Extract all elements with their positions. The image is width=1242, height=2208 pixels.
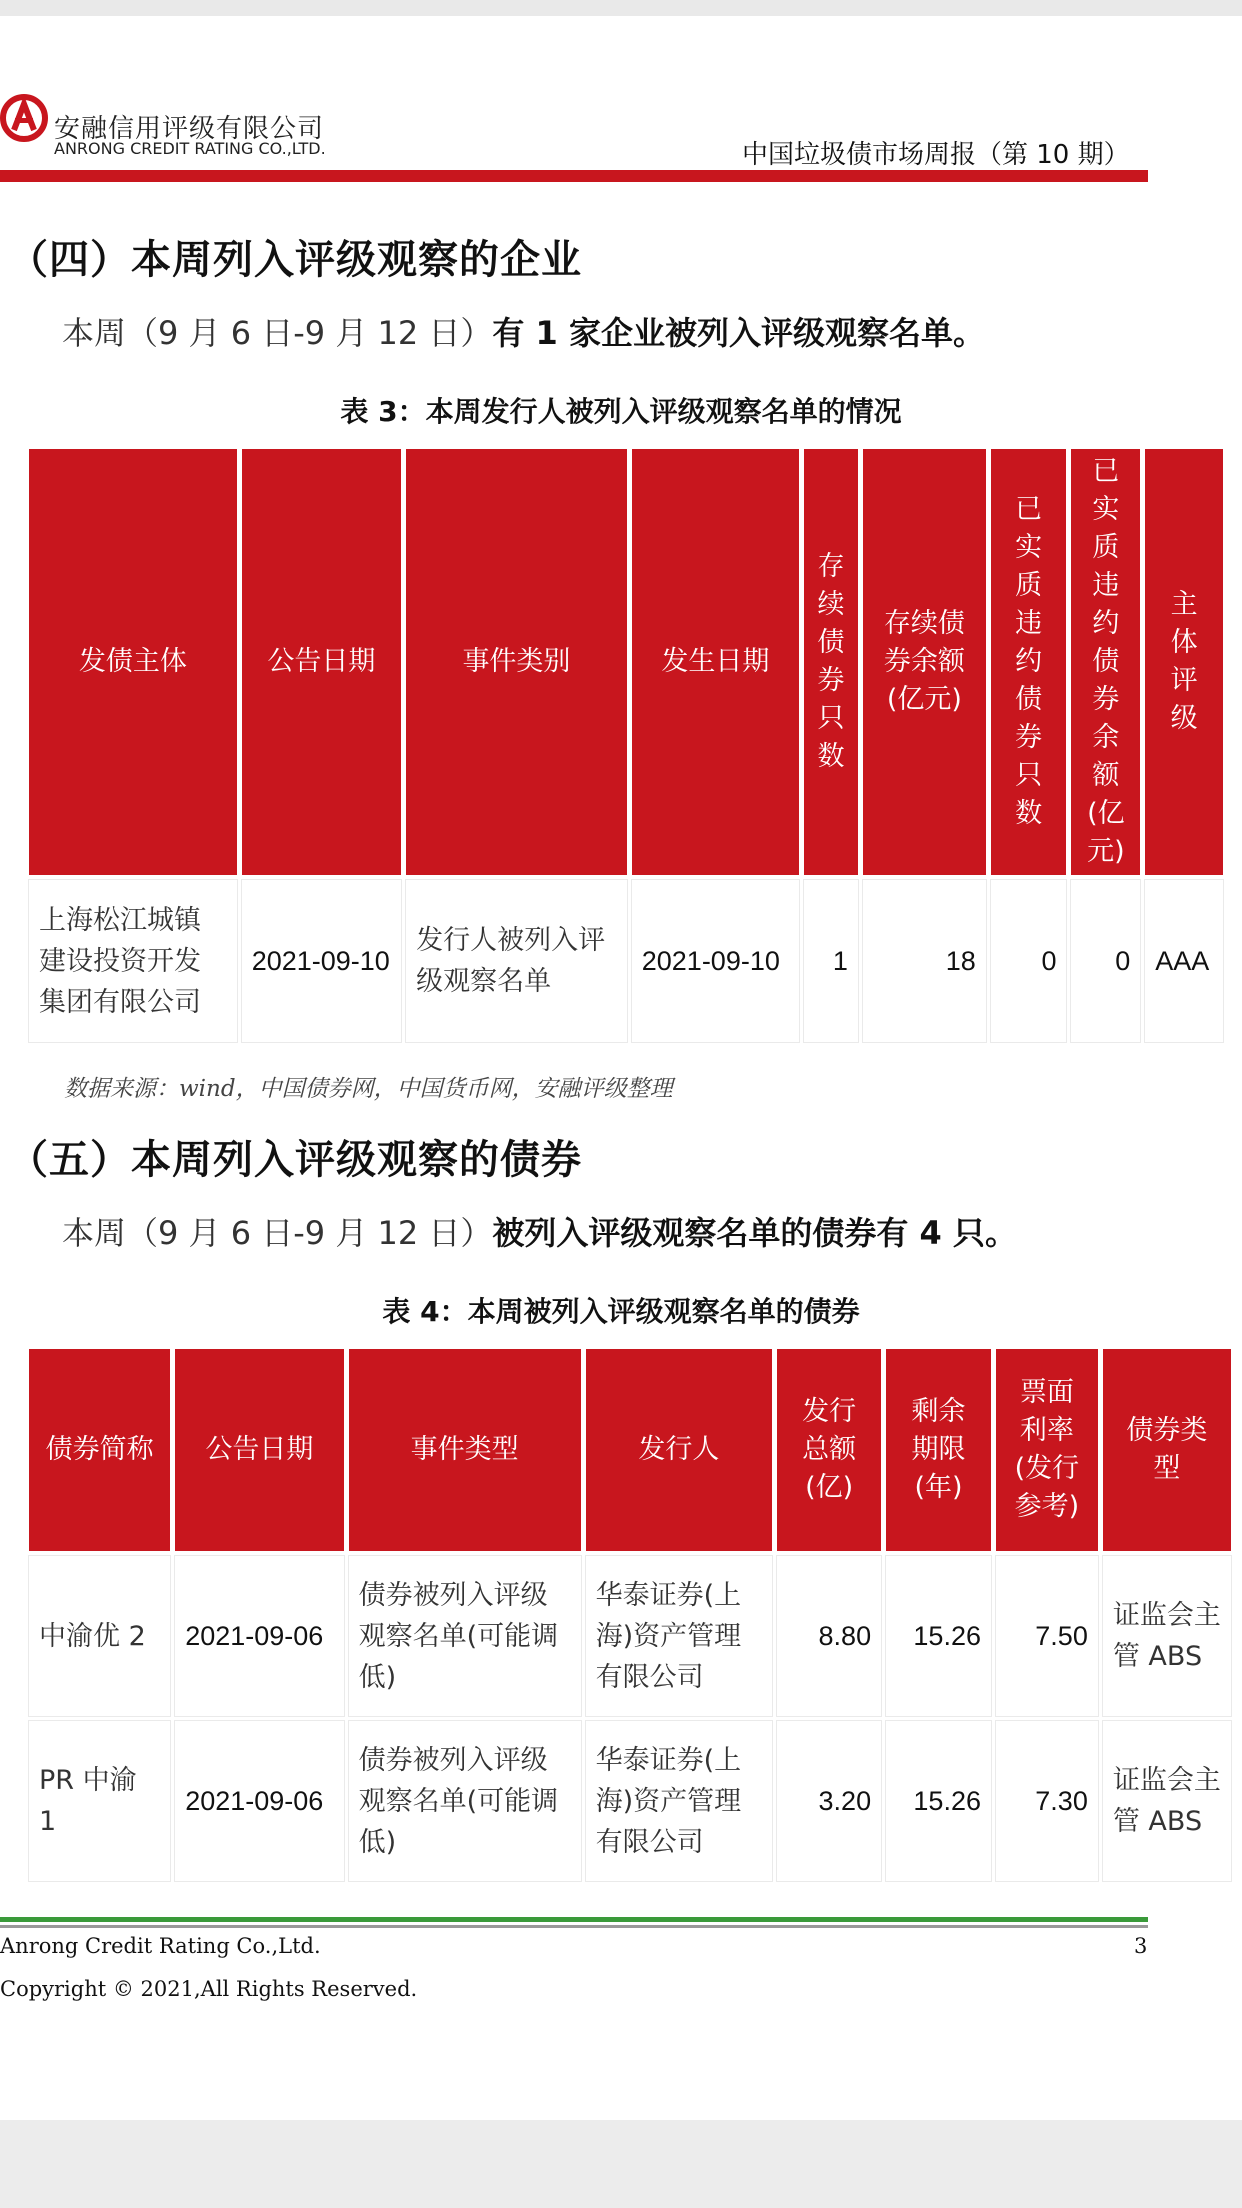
bond-issuer-cell: 华泰证券(上海)资产管理有限公司 xyxy=(586,1556,773,1716)
table-3-header-issuer: 发债主体 xyxy=(29,449,237,875)
table-4 xyxy=(24,1344,1236,1886)
footer-divider-gray xyxy=(0,1925,1148,1928)
occur-date-cell: 2021-09-10 xyxy=(632,880,799,1042)
bond-rate-cell: 7.50 xyxy=(996,1556,1098,1716)
table-3-header-event: 事件类别 xyxy=(406,449,627,875)
table-3-header-rating: 主体评级 xyxy=(1145,449,1223,875)
bond-type-cell: 证监会主管 ABS xyxy=(1103,1556,1231,1716)
bond-event-cell: 债券被列入评级观察名单(可能调低) xyxy=(349,1721,581,1881)
copyright: Copyright © 2021,All Rights Reserved. xyxy=(0,1977,418,2001)
section-5-intro xyxy=(62,1208,1017,1254)
footer-company: Anrong Credit Rating Co.,Ltd. xyxy=(0,1934,321,1958)
table-3-header-balance: 存续债券余额(亿元) xyxy=(863,449,986,875)
section-4-intro-period: 本周（9 月 6 日-9 月 12 日） xyxy=(62,314,493,352)
table-4-header-rate: 票面利率(发行参考) xyxy=(996,1349,1098,1551)
top-bar xyxy=(0,0,1242,16)
table-4-header-amount: 发行总额(亿) xyxy=(777,1349,881,1551)
table-4-header-date: 公告日期 xyxy=(175,1349,343,1551)
section-4-intro-summary: 有 1 家企业被列入评级观察名单。 xyxy=(492,314,985,352)
table-row xyxy=(29,1721,1231,1881)
table-4-header-issuer: 发行人 xyxy=(586,1349,773,1551)
bond-amount-cell: 3.20 xyxy=(777,1721,881,1881)
table-3-header-default-count: 已实质违约债券只数 xyxy=(991,449,1067,875)
default-balance-cell: 0 xyxy=(1071,880,1140,1042)
bond-issuer-cell: 华泰证券(上海)资产管理有限公司 xyxy=(586,1721,773,1881)
company-name-en: ANRONG CREDIT RATING CO.,LTD. xyxy=(54,139,326,158)
bottom-bar xyxy=(0,2120,1242,2208)
report-title: 中国垃圾债市场周报（第 10 期） xyxy=(742,140,1130,170)
table-3-header-default-balance: 已实质违约债券余额(亿元) xyxy=(1071,449,1140,875)
bond-name-cell: 中渝优 2 xyxy=(29,1556,170,1716)
company-name-cn: 安融信用评级有限公司 xyxy=(54,114,325,144)
table-4-header-term: 剩余期限(年) xyxy=(886,1349,991,1551)
bond-rate-cell: 7.30 xyxy=(996,1721,1098,1881)
announce-date-cell: 2021-09-10 xyxy=(242,880,401,1042)
section-5-intro-summary: 被列入评级观察名单的债券有 4 只。 xyxy=(492,1214,1017,1252)
table-4-header-name: 债券简称 xyxy=(29,1349,170,1551)
table-3-header-announce-date: 公告日期 xyxy=(242,449,401,875)
bond-event-cell: 债券被列入评级观察名单(可能调低) xyxy=(349,1556,581,1716)
footer-divider-green xyxy=(0,1917,1148,1922)
table-3-caption: 表 3：本周发行人被列入评级观察名单的情况 xyxy=(340,395,902,428)
header-divider xyxy=(0,170,1148,182)
section-5-title: （五）本周列入评级观察的债券 xyxy=(8,1137,582,1183)
bond-term-cell: 15.26 xyxy=(886,1721,991,1881)
bond-name-cell: PR 中渝 1 xyxy=(29,1721,170,1881)
issuer-cell: 上海松江城镇建设投资开发集团有限公司 xyxy=(29,880,237,1042)
section-4-title: （四）本周列入评级观察的企业 xyxy=(8,237,582,283)
table-row xyxy=(29,880,1223,1042)
table-3-header-bond-count: 存续债券只数 xyxy=(804,449,858,875)
anrong-logo-icon xyxy=(0,92,52,144)
default-count-cell: 0 xyxy=(991,880,1067,1042)
event-cell: 发行人被列入评级观察名单 xyxy=(406,880,627,1042)
table-4-header-type: 债券类型 xyxy=(1103,1349,1231,1551)
table-4-caption: 表 4：本周被列入评级观察名单的债券 xyxy=(382,1295,860,1328)
bond-date-cell: 2021-09-06 xyxy=(175,1721,343,1881)
table-3 xyxy=(24,444,1228,1047)
rating-cell: AAA xyxy=(1145,880,1223,1042)
bond-type-cell: 证监会主管 ABS xyxy=(1103,1721,1231,1881)
table-3-header-occur-date: 发生日期 xyxy=(632,449,799,875)
page-number: 3 xyxy=(1134,1934,1148,1958)
table-4-header-event: 事件类型 xyxy=(349,1349,581,1551)
bond-count-cell: 1 xyxy=(804,880,858,1042)
bond-amount-cell: 8.80 xyxy=(777,1556,881,1716)
table-row xyxy=(29,1556,1231,1716)
section-4-intro xyxy=(62,308,985,354)
bond-date-cell: 2021-09-06 xyxy=(175,1556,343,1716)
balance-cell: 18 xyxy=(863,880,986,1042)
data-source-note: 数据来源：wind，中国债券网，中国货币网，安融评级整理 xyxy=(64,1076,673,1102)
section-5-intro-period: 本周（9 月 6 日-9 月 12 日） xyxy=(62,1214,493,1252)
bond-term-cell: 15.26 xyxy=(886,1556,991,1716)
